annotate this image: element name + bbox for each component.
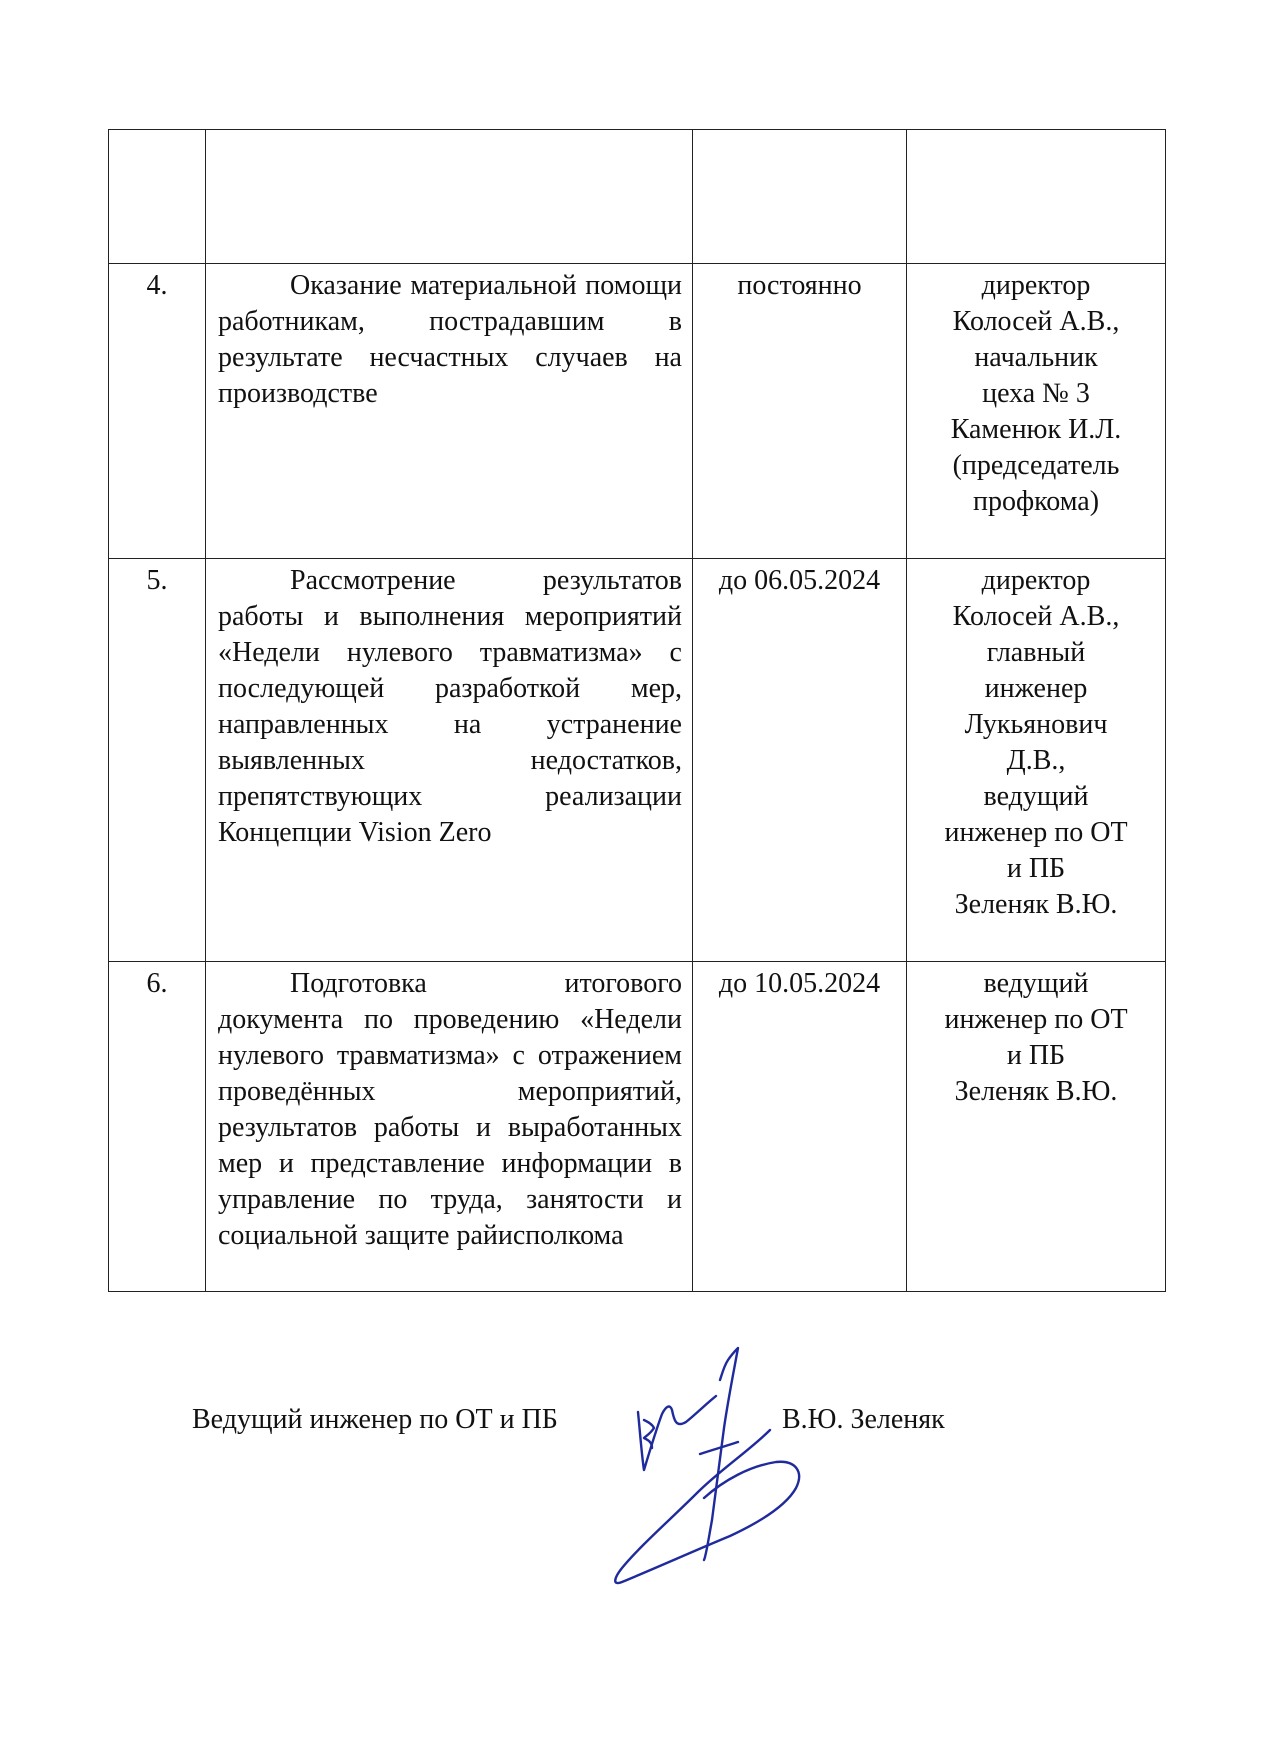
responsible-line: Зеленяк В.Ю. [954,889,1118,920]
table-row [109,130,1166,264]
table-row [109,264,1166,559]
responsible-line: ведущий [983,781,1089,812]
responsible-cell [907,264,1166,559]
responsible-line: цеха № 3 [982,378,1090,409]
activity-cell [206,130,693,264]
term-cell: до 06.05.2024 [693,559,907,962]
responsible-line: инженер [984,673,1088,704]
activity-text: Подготовка итогового документа по проведению «Недели нулевого травматизма» с отражением проведённых мероприятий, результатов работы и выработанных мер и представление информации в управление по труда, занятости и социальной защите райисполкома [218,968,682,1251]
responsible-line: Колосей А.В., [952,601,1120,632]
term-cell: постоянно [693,264,907,559]
table-row [109,962,1166,1292]
activity-text: Рассмотрение результатов работы и выполнения мероприятий «Недели нулевого травматизма» с последующей разработкой мер, направленных на устранение выявленных недостатков, препятствующих реализации Концепции Vision Zero [218,565,682,848]
responsible-line: (председатель [952,450,1120,481]
responsible-line: ведущий [983,968,1089,999]
responsible-line: Каменюк И.Л. [950,414,1122,445]
signature-block [192,1402,992,1462]
signatory-name: В.Ю. Зеленяк [782,1404,945,1435]
responsible-line: Колосей А.В., [952,306,1120,337]
activity-text: Оказание материальной помощи работникам, пострадавшим в результате несчастных случаев на производстве [218,270,682,409]
responsible-line: и ПБ [1006,853,1066,884]
responsible-line: директор [981,270,1091,301]
responsible-cell [907,130,1166,264]
activities-table [108,129,1166,1292]
table-row [109,559,1166,962]
responsible-cell [907,559,1166,962]
activity-cell [206,264,693,559]
row-number-cell: 4. [109,264,206,559]
activity-cell [206,962,693,1292]
responsible-line: главный [986,637,1086,668]
responsible-line: инженер по ОТ [944,1004,1128,1035]
row-number-cell: 5. [109,559,206,962]
responsible-line: директор [981,565,1091,596]
row-number-cell [109,130,206,264]
term-cell [693,130,907,264]
responsible-line: и ПБ [1006,1040,1066,1071]
responsible-line: инженер по ОТ [944,817,1128,848]
responsible-line: начальник [974,342,1098,373]
activity-cell [206,559,693,962]
responsible-line: профкома) [972,486,1100,517]
term-cell: до 10.05.2024 [693,962,907,1292]
responsible-line: Лукьянович [964,709,1108,740]
responsible-line: Зеленяк В.Ю. [954,1076,1118,1107]
responsible-line: Д.В., [1006,745,1066,776]
signature-strokes [615,1348,799,1583]
signatory-position: Ведущий инженер по ОТ и ПБ [192,1404,558,1435]
responsible-cell [907,962,1166,1292]
row-number-cell: 6. [109,962,206,1292]
handwritten-signature [600,1310,840,1600]
